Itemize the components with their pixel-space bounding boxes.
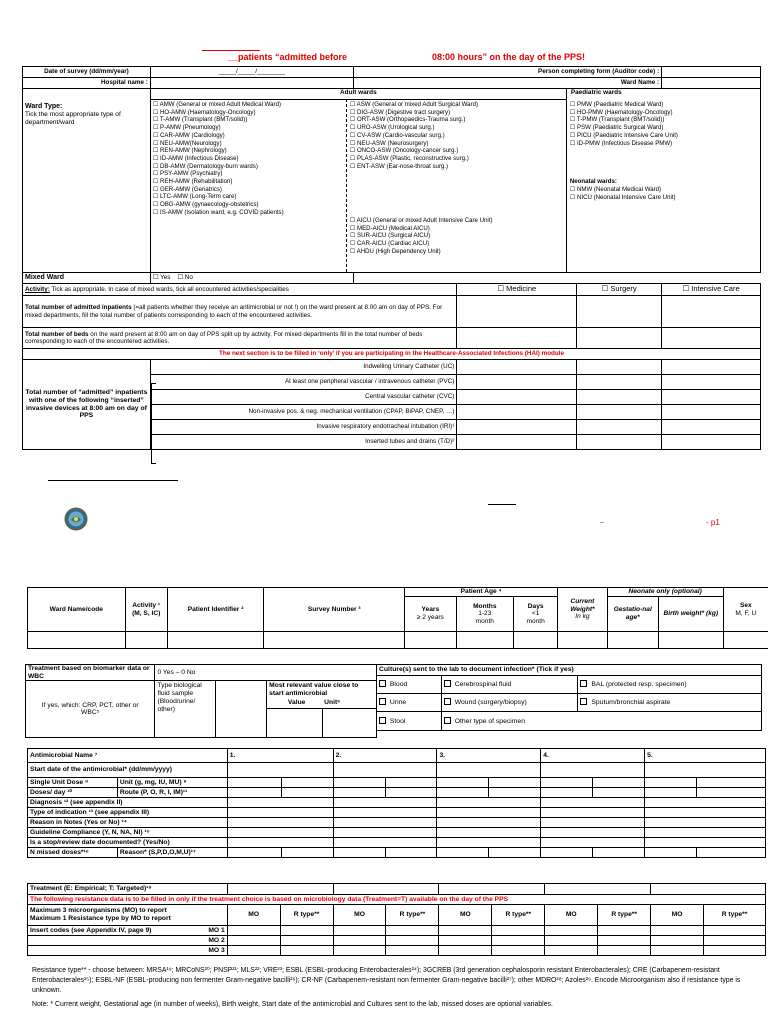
ward-option[interactable]: ☐ OBG-AMW (gynaecology-obstetrics) bbox=[152, 201, 259, 209]
ward-option[interactable]: ☐ NEU-AMW(Neurology) bbox=[152, 139, 222, 147]
adult-wards-header: Adult wards bbox=[151, 89, 567, 100]
route-label: Route (P, O, R, I, IM)¹¹ bbox=[117, 788, 227, 798]
culture-blood[interactable]: Blood bbox=[377, 676, 442, 694]
ward-option[interactable]: ☐ PLAS-ASW (Plastic, reconstructive surg.) bbox=[349, 154, 469, 162]
relevant-value-label: Most relevant value close to start antimicrobial bbox=[269, 682, 359, 698]
device-bracket bbox=[151, 383, 156, 464]
hai-note: The next section is to be filled in ‘only’ if you are participating in the Healthcare-Associated Infections (HAI) module bbox=[23, 349, 761, 360]
ward-option[interactable]: ☐ ENT-ASW (Ear-nose-throat surg.) bbox=[349, 162, 449, 170]
sex-header: Sex M, F, U bbox=[723, 588, 768, 632]
ward-option[interactable]: ☐ ASW (General or mixed Adult Surgical Ward) bbox=[349, 101, 479, 108]
biomarker-which: If yes, which: CRP, PCT, other or WBC⁵ bbox=[26, 681, 155, 738]
activity-medicine[interactable]: ☐ Medicine bbox=[457, 284, 577, 296]
admitted-surgery[interactable] bbox=[577, 296, 662, 328]
biomarker-label: Treatment based on biomarker data or WBC bbox=[26, 665, 155, 681]
ward-code-header: Ward Name/code bbox=[28, 588, 126, 632]
culture-csf[interactable]: Cerebrospinal fluid bbox=[441, 676, 578, 694]
logo-icon bbox=[64, 507, 88, 531]
ward-option[interactable]: ☐ NICU (Neonatal Intensive Care Unit) bbox=[569, 193, 676, 201]
ward-option[interactable]: ☐ AHDU (High Dependency Unit) bbox=[349, 247, 441, 255]
fluid-type-label: Type biological fluid sample (Blood/urine/ other) bbox=[155, 681, 216, 737]
guideline-label: Guideline Compliance (Y, N, NA, NI) ¹⁵ bbox=[28, 828, 228, 838]
neonatal-list bbox=[570, 186, 676, 201]
device-iri: Invasive respiratory endotracheal intubation (IRI)¹ bbox=[150, 420, 457, 435]
ward-option[interactable]: ☐ SUR-AICU (Surgical AICU) bbox=[349, 232, 431, 240]
ward-option[interactable]: ☐ NMW (Neonatal Medical Ward) bbox=[569, 186, 662, 193]
mo3-label: MO 3 bbox=[28, 946, 228, 956]
ward-option[interactable]: ☐ T-AMW (Transplant (BMT/solid)) bbox=[152, 116, 248, 124]
activity-icu[interactable]: ☐ Intensive Care bbox=[662, 284, 761, 296]
survey-date-label: Date of survey (dd/mm/year) bbox=[23, 67, 151, 78]
page-number: - p1 bbox=[706, 518, 720, 527]
device-niv: Non-invasive pos. & neg. mechanical ventilation (CPAP, BiPAP, CNEP, …) bbox=[150, 405, 457, 420]
ward-option[interactable]: ☐ LTC-AMW (Long-Term care) bbox=[152, 193, 237, 201]
ward-options bbox=[150, 89, 760, 273]
years-header: Years ≥ 2 years bbox=[405, 597, 456, 632]
ward-option[interactable]: ☐ IS-AMW (Isolation ward, e.g. COVID patients) bbox=[152, 208, 284, 216]
biomarker-table bbox=[25, 664, 377, 738]
ward-option[interactable]: ☐ URO-ASW (Urological surg.) bbox=[349, 124, 435, 132]
biomarker-options[interactable]: 0 Yes – 0 No bbox=[155, 665, 377, 681]
months-header: Months 1-23 month bbox=[456, 597, 514, 632]
person-label: Person completing form (Auditor code) : bbox=[353, 67, 662, 78]
activity-surgery[interactable]: ☐ Surgery bbox=[577, 284, 662, 296]
page-dash: – bbox=[600, 519, 604, 526]
culture-table bbox=[376, 664, 762, 731]
am-col-2: 2. bbox=[333, 749, 437, 763]
am-col-5: 5. bbox=[645, 749, 766, 763]
stop-review-label: Is a stop/review date documented? (Yes/No) bbox=[28, 838, 228, 848]
ward-option[interactable]: ☐ PSY-AMW (Psychiatry) bbox=[152, 170, 223, 178]
ward-option[interactable]: ☐ MED-AICU (Medical AICU) bbox=[349, 224, 430, 232]
ward-option[interactable]: ☐ NEU-ASW (Neurosurgery) bbox=[349, 139, 429, 147]
optional-note: Note: * Current weight, Gestational age (in number of weeks), Birth weight, Start date of the antimicrobial and Cultures sent to the lab, missed doses are optional variables. bbox=[32, 1001, 553, 1008]
ward-name-label: Ward Name : bbox=[353, 78, 662, 89]
culture-stool[interactable]: Stool bbox=[377, 712, 442, 731]
days-header: Days <1 month bbox=[514, 597, 558, 632]
ward-option[interactable]: ☐ P-AMW (Pneumology) bbox=[152, 124, 221, 132]
start-date-label: Start date of the antimicrobial* (dd/mm/yyyy) bbox=[28, 763, 228, 778]
device-td: Inserted tubes and drains (T/D)² bbox=[150, 435, 457, 450]
blood-checkbox[interactable] bbox=[379, 680, 386, 687]
ward-option[interactable]: ☐ GER-AMW (Geriatrics) bbox=[152, 185, 222, 193]
unit-label: Unit⁶ bbox=[324, 698, 341, 706]
ward-option[interactable]: ☐ PICU (Paediatric Intensive Care Unit) bbox=[569, 131, 678, 139]
antimicrobial-table bbox=[27, 748, 766, 858]
beds-surgery[interactable] bbox=[577, 328, 662, 349]
paed-wards-header: Paediatric wards bbox=[570, 89, 622, 96]
survey-date-field[interactable]: _____/_____/________ bbox=[150, 67, 353, 78]
mixed-ward-label: Mixed Ward bbox=[23, 273, 151, 284]
culture-sputum[interactable]: Sputum/bronchial aspirate bbox=[578, 694, 762, 712]
ward-option[interactable]: ☐ PSW (Paediatric Surgical Ward) bbox=[569, 124, 664, 132]
dose-label: Single Unit Dose ⁸ bbox=[28, 778, 118, 788]
neonate-header: Neonate only (optional) bbox=[607, 588, 723, 597]
treatment-label: Treatment (E: Empirical; T: Targeted)¹⁸ bbox=[28, 884, 228, 895]
device-cvc: Central vascular catheter (CVC) bbox=[150, 390, 457, 405]
missed-doses-label: N missed doses*¹⁶ bbox=[28, 848, 118, 858]
beds-icu[interactable] bbox=[662, 328, 761, 349]
survey-number-header: Survey Number ³ bbox=[264, 588, 405, 632]
birth-weight-header: Birth weight* (kg) bbox=[658, 597, 723, 632]
activity-header: Activity ¹ (M, S, IC) bbox=[125, 588, 167, 632]
am-col-4: 4. bbox=[541, 749, 645, 763]
adult-icu-list bbox=[350, 217, 493, 256]
ward-option[interactable]: ☐ CAR-AICU (Cardiac AICU) bbox=[349, 240, 430, 248]
ward-option[interactable]: ☐ HO-AMW (Haematology-Oncology) bbox=[152, 108, 256, 116]
title-right: 08:00 hours” on the day of the PPS! bbox=[432, 52, 586, 62]
beds-row: Total number of beds on the ward present at 8:00 am on day of PPS split up by activity. For mixed departments fill in the total number of beds corresponding to each of the encountered activities. bbox=[23, 328, 457, 349]
title-underline bbox=[202, 50, 260, 51]
devices-label: Total number of “admitted” inpatients with one of the following “inserted” invasive devices at 8:00 am on day of PPS bbox=[23, 360, 151, 450]
patient-id-header: Patient Identifier ² bbox=[167, 588, 264, 632]
ward-form-table bbox=[22, 66, 761, 450]
ward-option[interactable]: ☐ CV-ASW (Cardio-vascular surg.) bbox=[349, 131, 445, 139]
culture-bal[interactable]: BAL (protected resp. specimen) bbox=[578, 676, 762, 694]
gestational-header: Gestatio-nal age* bbox=[607, 597, 658, 632]
mo-labels: Maximum 3 microorganisms (MO) to report Maximum 1 Resistance type by MO to report bbox=[28, 905, 228, 926]
am-name-label: Antimicrobial Name ⁷ bbox=[28, 749, 228, 763]
ward-option[interactable]: ☐ CAR-AMW (Cardiology) bbox=[152, 131, 225, 139]
admitted-row: Total number of admitted inpatients (=all patients whether they receive an antimicrobial or not !) on the ward present at 8.00 am on day of PPS. For mixed departments, fill the total number of patients corresponding to each of the encountered activities. bbox=[23, 296, 457, 328]
mixed-yes[interactable]: ☐ Yes bbox=[152, 274, 171, 282]
ward-option[interactable]: ☐ DIG-ASW (Digestive tract surgery) bbox=[349, 108, 451, 116]
title-left: __patients “admitted before bbox=[228, 52, 348, 62]
ward-option[interactable]: ☐ AICU (General or mixed Adult Intensive Care Unit) bbox=[349, 217, 493, 224]
missed-reason-label: Reason* (S,P,D,O,M,U)¹⁷ bbox=[117, 848, 227, 858]
ward-option[interactable]: ☐ T-PMW (Transplant (BMT/solid)) bbox=[569, 116, 665, 124]
am-col-1: 1. bbox=[227, 749, 333, 763]
activity-row: Activity: Tick as appropriate. In case of mixed wards, tick all encountered activities/specialities bbox=[23, 284, 457, 296]
hospital-label: Hospital name : bbox=[23, 78, 151, 89]
ward-option[interactable]: ☐ ORT-ASW (Orthopaedics-Trauma surg.) bbox=[349, 116, 466, 124]
diagnosis-label: Diagnosis ¹² (see appendix II) bbox=[28, 798, 228, 808]
culture-wound[interactable]: Wound (surgery/biopsy) bbox=[441, 694, 578, 712]
ward-option[interactable]: ☐ ID-PMW (Infectious Disease PMW) bbox=[569, 139, 673, 147]
person-field[interactable] bbox=[662, 67, 761, 78]
weight-header: Current Weight* In kg bbox=[558, 588, 607, 632]
ward-option[interactable]: ☐ REN-AMW (Nephrology) bbox=[152, 147, 227, 155]
ward-type-hint: Tick the most appropriate type of department/ward bbox=[25, 111, 121, 126]
culture-other[interactable]: Other type of specimen bbox=[441, 712, 761, 731]
resistance-note: The following resistance data is to be filled in only if the treatment choice is based on microbiology data (Treatment=T) available on the day of the PPS bbox=[28, 895, 766, 905]
hospital-field[interactable] bbox=[150, 78, 353, 89]
reason-label: Reason in Notes (Yes or No) ¹⁴ bbox=[28, 818, 228, 828]
ward-option[interactable]: ☐ ID-AMW (Infectious Disease) bbox=[152, 154, 239, 162]
mixed-ward-options[interactable] bbox=[150, 273, 353, 284]
mo2-label: MO 2 bbox=[28, 936, 228, 946]
ward-option[interactable]: ☐ HO-PMW (Haematology-Oncology) bbox=[569, 108, 673, 116]
adult-medical-list bbox=[153, 101, 284, 217]
beds-medicine[interactable] bbox=[457, 328, 577, 349]
ward-option[interactable]: ☐ REH-AMW (Rehabilitation) bbox=[152, 178, 233, 186]
device-pvc: At least one peripheral vascular / intravenous catheter (PVC) bbox=[150, 375, 457, 390]
insert-codes-label: Insert codes (see Appendix IV, page 9) MO 1 bbox=[28, 926, 228, 936]
ward-name-field[interactable] bbox=[662, 78, 761, 89]
adult-surgical-list bbox=[350, 101, 478, 170]
unit-label: Unit (g, mg, IU, MU) ⁹ bbox=[117, 778, 227, 788]
resistance-table: Treatment (E: Empirical; T: Targeted)¹⁸ The following resistance data is to be filled in only if the treatment choice is based on microbiology data (Treatment=T) available on the day of the PPS Maximum 3 microorganisms (MO) to report Maximum 1 Resistance type by MO to report MO R type** MO R type** MO R type** MO R type** MO R type** Insert codes (see Appendix IV, page 9) MO 1 MO 2 MO 3 bbox=[27, 883, 766, 956]
am-col-3: 3. bbox=[437, 749, 541, 763]
ward-type-cell bbox=[23, 89, 151, 273]
ward-option[interactable]: ☐ ONCO-ASW (Oncology-cancer surg.) bbox=[349, 147, 459, 155]
age-header: Patient Age ⁴ bbox=[405, 588, 558, 597]
neonatal-header: Neonatal wards: bbox=[569, 178, 617, 185]
ward-option[interactable]: ☐ AMW (General or mixed Adult Medical Ward) bbox=[152, 101, 282, 108]
patient-table bbox=[27, 587, 768, 649]
ward-option[interactable]: ☐ DB-AMW (Dermatology-burn wards) bbox=[152, 162, 258, 170]
culture-label: Culture(s) sent to the lab to document infection* (Tick if yes) bbox=[377, 665, 762, 676]
indication-label: Type of indication ¹³ (see appendix III) bbox=[28, 808, 228, 818]
mixed-no[interactable]: ☐ No bbox=[177, 274, 193, 282]
admitted-icu[interactable] bbox=[662, 296, 761, 328]
admitted-medicine[interactable] bbox=[457, 296, 577, 328]
resistance-footnote: Resistance type** - choose between: MRSA¹⁹; MRCoNS²⁰; PNSP²¹; MLS²²; VRE²³; ESBL (ESBL-producing Enterobacterales²⁴); 3GCREB (3rd generation cephalosporin resistant Enterobacterales); CRE (Carbapenem-resistant Enterobacterales²⁵); ESBL-NF (ESBL-producing non fermenter Gram-negative bacilli²⁶); CR-NF (Carbapenem-resistant non fermenter Gram-negative bacilli²⁷); other MDRO²⁸; Azoles²⁹. Encode Microorganism also if resistance type is unknown. bbox=[32, 967, 741, 994]
doses-label: Doses/ day ¹⁰ bbox=[28, 788, 118, 798]
ward-option[interactable]: ☐ PMW (Paediatric Medical Ward) bbox=[569, 101, 664, 108]
device-uc: Indwelling Urinary Catheter (UC) bbox=[150, 360, 457, 375]
ward-type-label: Ward Type: bbox=[25, 103, 63, 110]
value-label: Value bbox=[287, 698, 306, 706]
culture-urine[interactable]: Urine bbox=[377, 694, 442, 712]
paed-list bbox=[570, 101, 678, 147]
